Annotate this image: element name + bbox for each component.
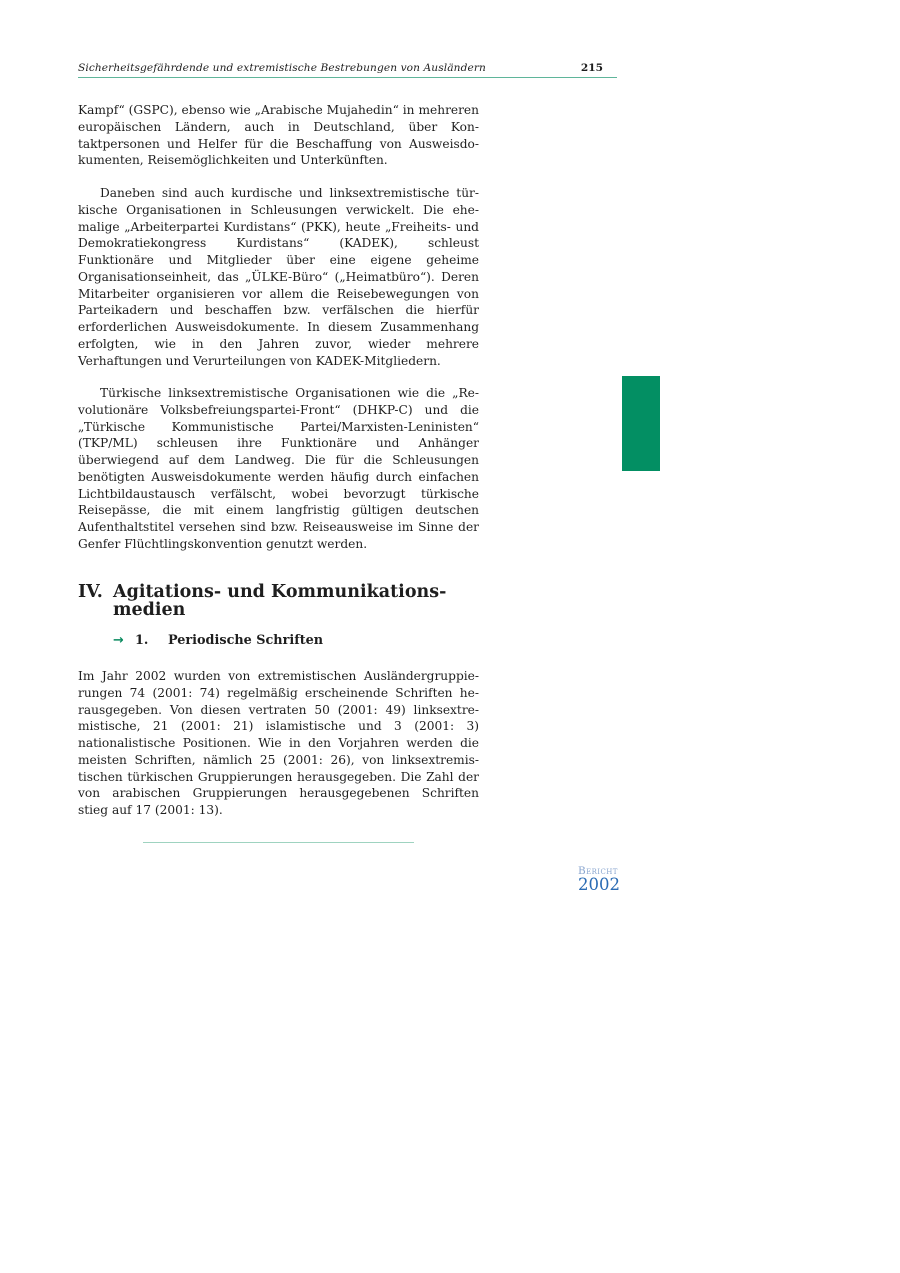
running-header bbox=[78, 62, 617, 78]
paragraph-3: Türkische linksextremistische Organisationen wie die „Revolutionäre Volksbefreiungspartei-Front“ (DHKP-C) und die „Türkische Kommunistische Partei/Marxisten-Leninisten“ (TKP/ML) schleusen ihre Funktionäre und Anhänger überwiegend auf dem Landweg. Die für die Schleusungen benötigten Ausweisdokumente werden häufig durch einfachen Lichtbildaustausch verfälscht, wobei bevorzugt türkische Reisepässe, die mit einem langfristig gültigen deutschen Aufenthaltstitel versehen sind bzw. Reiseausweise im Sinne der Genfer Flüchtlingskonvention genutzt werden. bbox=[78, 386, 479, 551]
report-logo bbox=[578, 866, 638, 893]
paragraph-1: Kampf“ (GSPC), ebenso wie „Arabische Mujahedin“ in mehreren europäischen Ländern, auch in Deutschland, über Kontaktpersonen und Helfer für die Beschaffung von Ausweisdokumenten, Reisemöglichkeiten und Unterkünften. bbox=[78, 103, 479, 168]
page-number: 215 bbox=[580, 62, 603, 74]
section-title: Agitations- und Kommunikationsmedien bbox=[113, 582, 447, 620]
section-number: IV. bbox=[78, 582, 103, 602]
subsection-title: Periodische Schriften bbox=[168, 633, 324, 648]
chapter-marker-tab bbox=[622, 376, 660, 471]
report-logo-word: Bericht bbox=[578, 865, 618, 877]
paragraph-2: Daneben sind auch kurdische und linksextremistische türkische Organisationen in Schleusungen verwickelt. Die ehemalige „Arbeiterpartei Kurdistans“ (PKK), heute „Freiheits- und Demokratiekongress Kurdistans“ (KADEK), schleust Funktionäre und Mitglieder über eine eigene geheime Organisationseinheit, das „ÜLKE-Büro“ („Heimatbüro“). Deren Mitarbeiter organisieren vor allem die Reisebewegungen von Parteikadern und beschaffen bzw. verfälschen die hierfür erforderlichen Ausweisdokumente. In diesem Zusammenhang erfolgten, wie in den Jahren zuvor, wieder mehrere Verhaftungen und Verurteilungen von KADEK-Mitgliedern. bbox=[78, 186, 479, 368]
footer-rule bbox=[143, 842, 414, 843]
report-logo-year: 2002 bbox=[578, 875, 620, 894]
paragraph-4: Im Jahr 2002 wurden von extremistischen Ausländergruppierungen 74 (2001: 74) regelmäßig erscheinende Schriften herausgegeben. Von diesen vertraten 50 (2001: 49) linksextremistische, 21 (2001: 21) islamistische und 3 (2001: 3) nationalistische Positionen. Wie in den Vorjahren werden die meisten Schriften, nämlich 25 (2001: 26), von linksextremistischen türkischen Gruppierungen herausgegeben. Die Zahl der von arabischen Gruppierungen herausgegebenen Schriften stieg auf 17 (2001: 13). bbox=[78, 669, 479, 817]
subsection-number: 1. bbox=[135, 633, 149, 648]
running-title: Sicherheitsgefährdende und extremistische Bestrebungen von Ausländern bbox=[78, 62, 486, 74]
arrow-right-icon: → bbox=[113, 633, 124, 648]
